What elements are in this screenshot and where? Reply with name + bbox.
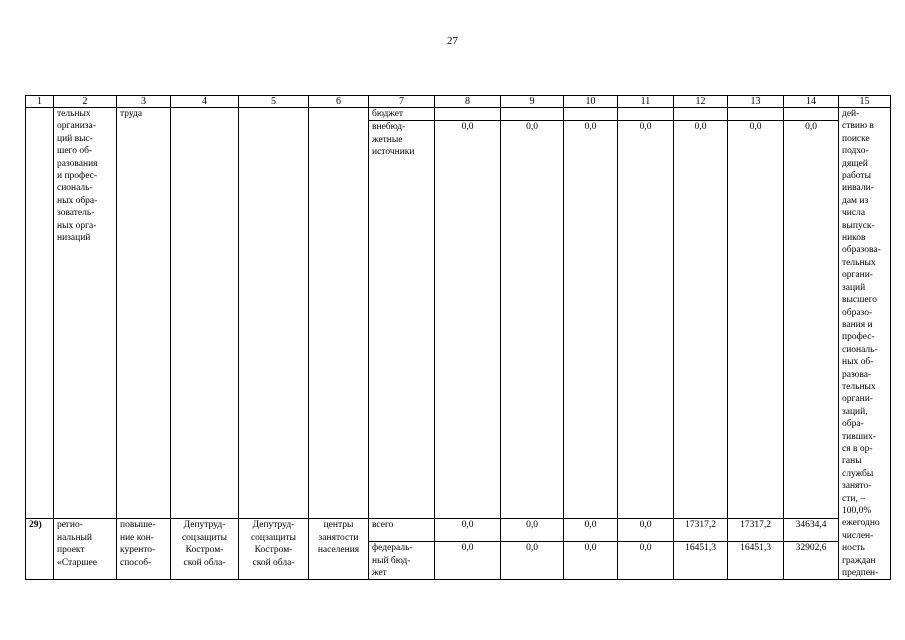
value-cell [674,108,728,121]
cell-source: внебюд- жетные источники [369,121,435,519]
cell-description: тельных организа- ций выс- шего об- разования и профес- сиональ- ных обра- зователь- ных орга- низаций [54,108,117,519]
value-cell: 0,0 [501,542,564,580]
cell-source: бюджет [369,108,435,121]
table-row [26,108,891,121]
value-cell: 16451,3 [674,542,728,580]
table-row [26,519,891,542]
header-cell: 13 [728,96,784,108]
cell-description: регио- нальный проект «Старшее [54,519,117,580]
cell-indicator: дей- ствию в поиске подхо- дящей работы инвали- дам из числа выпуск- ников образова- тельных органи- заций высшего образо- вания и профес- сиональ- ных об- разова- тельных органи- заций, обра- тивших- ся в ор- ганы службы занято- сти, – 100,0% ежегодно числен- ность граждан предпен- [839,108,891,580]
value-cell: 0,0 [784,121,839,519]
value-cell [618,108,674,121]
header-cell: 1 [26,96,54,108]
header-cell: 4 [171,96,239,108]
row-number-cell: 29) [26,519,54,580]
row-number-cell [26,108,54,519]
cell-goal: труда [117,108,171,519]
value-cell: 0,0 [501,121,564,519]
header-cell: 8 [435,96,501,108]
value-cell [784,108,839,121]
header-cell: 5 [239,96,309,108]
page-number: 27 [447,35,458,47]
value-cell [728,108,784,121]
value-cell [501,108,564,121]
header-cell: 15 [839,96,891,108]
value-cell: 0,0 [728,121,784,519]
value-cell: 0,0 [435,542,501,580]
cell-participant [309,108,369,519]
value-cell: 16451,3 [728,542,784,580]
cell-coexecutor [239,108,309,519]
value-cell: 0,0 [435,121,501,519]
value-cell: 17317,2 [728,519,784,542]
header-cell: 6 [309,96,369,108]
header-cell: 12 [674,96,728,108]
value-cell: 0,0 [618,542,674,580]
value-cell: 0,0 [564,519,618,542]
cell-coexecutor: Депутруд- соцзащиты Костром- ской обла- [239,519,309,580]
value-cell [564,108,618,121]
header-cell: 10 [564,96,618,108]
header-cell: 3 [117,96,171,108]
cell-responsible [171,108,239,519]
budget-table [25,95,891,580]
value-cell: 32902,6 [784,542,839,580]
header-cell: 2 [54,96,117,108]
cell-source: федераль- ный бюд- жет [369,542,435,580]
value-cell [435,108,501,121]
header-cell: 11 [618,96,674,108]
value-cell: 17317,2 [674,519,728,542]
cell-participant: центры занятости населения [309,519,369,580]
value-cell: 0,0 [618,519,674,542]
cell-source: всего [369,519,435,542]
header-cell: 14 [784,96,839,108]
cell-goal: повыше- ние кон- куренто- способ- [117,519,171,580]
header-cell: 7 [369,96,435,108]
value-cell: 0,0 [501,519,564,542]
cell-responsible: Депутруд- соцзащиты Костром- ской обла- [171,519,239,580]
value-cell: 0,0 [435,519,501,542]
header-cell: 9 [501,96,564,108]
value-cell: 0,0 [564,542,618,580]
header-row [26,96,891,108]
value-cell: 0,0 [564,121,618,519]
value-cell: 0,0 [674,121,728,519]
value-cell: 34634,4 [784,519,839,542]
value-cell: 0,0 [618,121,674,519]
